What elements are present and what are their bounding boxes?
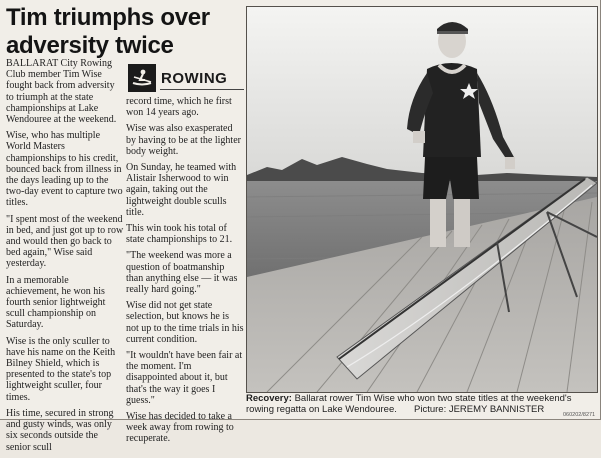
paragraph: On Sunday, he teamed with Alistair Isherwood to win again, taking out the lightweight double sculls title.: [126, 162, 237, 218]
paragraph: His time, secured in strong and gusty winds, was only six seconds outside the senior scull: [6, 407, 114, 453]
paragraph: Wise is the only sculler to have his name on the Keith Bilney Shield, which is presented to the state's top lightweight sculler, four times.: [6, 335, 116, 403]
photo-credit: Picture: JEREMY BANNISTER: [414, 404, 545, 415]
paragraph: Wise was also exasperated by having to be at the lighter body weight.: [126, 123, 241, 157]
headline: Tim triumphs over adversity twice: [6, 4, 210, 59]
caption-text: Ballarat rower Tim Wise who won two state titles at the weekend's rowing regatta on Lake Wendouree.: [246, 393, 572, 415]
paragraph: In a memorable achievement, he won his fourth senior lightweight scull championship on Saturday.: [6, 274, 106, 331]
paragraph: "It wouldn't have been fair at the moment. I'm disappointed about it, but that's the way it goes I guess.": [126, 350, 243, 406]
paragraph: Wise has decided to take a week away from rowing to recuperate.: [126, 411, 234, 445]
photo-caption: [246, 393, 601, 415]
paragraph: record time, which he first won 14 years ago.: [126, 96, 232, 119]
rower-photo: [246, 6, 598, 393]
caption-lead: Recovery:: [246, 393, 292, 404]
rowing-icon: [128, 64, 156, 92]
paragraph: This win took his total of state championships to 21.: [126, 223, 233, 246]
article-column-2: [126, 96, 244, 450]
article-column-1: [6, 58, 124, 458]
paragraph: "I spent most of the weekend in bed, and just got up to row and would then go back to bed again," Wise said yesterday.: [6, 213, 124, 270]
rower-photo-illustration: [247, 7, 597, 392]
section-rule: [160, 89, 244, 90]
paragraph: Wise, who has multiple World Masters championships to his credit, bounced back from illness in the days leading up to the two-day event to capture two titles.: [6, 130, 123, 209]
section-label-text: ROWING: [161, 69, 228, 87]
paragraph: Wise did not get state selection, but knows he is not up to the time trials in his current condition.: [126, 300, 244, 345]
paragraph: "The weekend was more a question of boatmanship than anything else — it was really hard going.": [126, 250, 238, 296]
reference-code: 060202/8271: [563, 412, 596, 418]
paragraph: BALLARAT City Rowing Club member Tim Wise fought back from adversity to triumph at the state championships at Lake Wendouree at the weekend.: [6, 58, 117, 126]
